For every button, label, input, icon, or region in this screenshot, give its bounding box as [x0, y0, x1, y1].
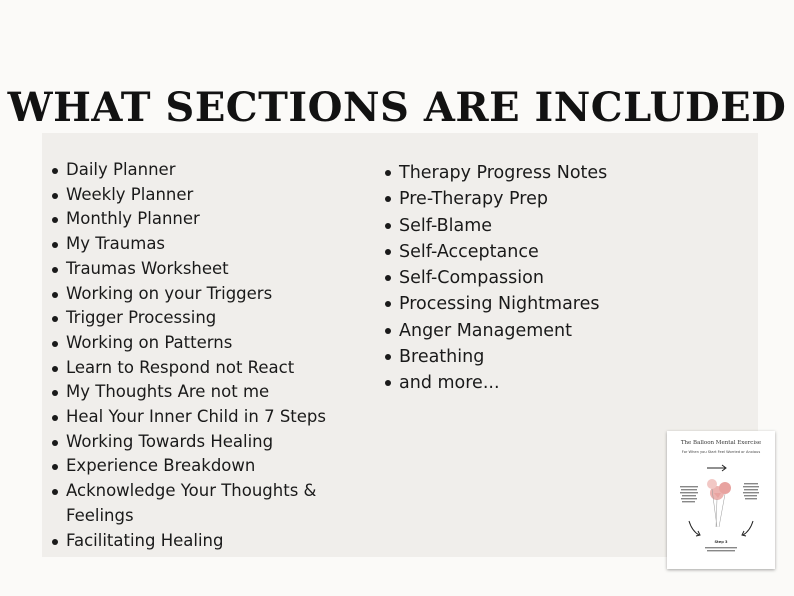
section-list-item: Pre-Therapy Prep — [383, 186, 683, 212]
step-text-right — [743, 483, 759, 499]
curved-arrow-icon — [689, 521, 753, 536]
section-list-item: Facilitating Healing — [50, 529, 380, 554]
sections-list-right — [383, 160, 683, 397]
section-list-item: Self-Acceptance — [383, 239, 683, 265]
thumbnail-title: The Balloon Mental Exercise — [680, 440, 762, 446]
section-list-item: Anger Management — [383, 318, 683, 344]
section-list-item: Monthly Planner — [50, 207, 380, 232]
step-label: Step 3 — [714, 540, 728, 544]
page-title: WHAT SECTIONS ARE INCLUDED — [7, 84, 787, 131]
step-text-left — [680, 486, 698, 502]
section-list-item: My Thoughts Are not me — [50, 380, 380, 405]
section-list-item: Working on Patterns — [50, 331, 380, 356]
section-list-item: Acknowledge Your Thoughts & Feelings — [50, 479, 380, 528]
section-list-item: Working Towards Healing — [50, 430, 380, 455]
section-list-item: Processing Nightmares — [383, 291, 683, 317]
balloon-icon — [707, 479, 731, 527]
section-list-item: Breathing — [383, 344, 683, 370]
section-list-item: Trigger Processing — [50, 306, 380, 331]
section-list-item: Experience Breakdown — [50, 454, 380, 479]
worksheet-thumbnail — [667, 431, 775, 569]
right-arrow-icon — [707, 465, 726, 471]
section-list-item: Therapy Progress Notes — [383, 160, 683, 186]
section-list-item: and more... — [383, 370, 683, 396]
sections-list-left — [50, 158, 380, 553]
section-list-item: Heal Your Inner Child in 7 Steps — [50, 405, 380, 430]
balloon-illustration — [667, 431, 775, 569]
section-list-item: Self-Compassion — [383, 265, 683, 291]
section-list-item: Self-Blame — [383, 213, 683, 239]
section-list-item: Traumas Worksheet — [50, 257, 380, 282]
section-list-item: Working on your Triggers — [50, 282, 380, 307]
section-list-item: Weekly Planner — [50, 183, 380, 208]
section-list-item: Daily Planner — [50, 158, 380, 183]
thumbnail-subtitle: For When you Start Feel Worried or Anxious — [681, 450, 761, 454]
section-list-item: My Traumas — [50, 232, 380, 257]
section-list-item: Learn to Respond not React — [50, 356, 380, 381]
step-text-bottom — [705, 547, 737, 551]
